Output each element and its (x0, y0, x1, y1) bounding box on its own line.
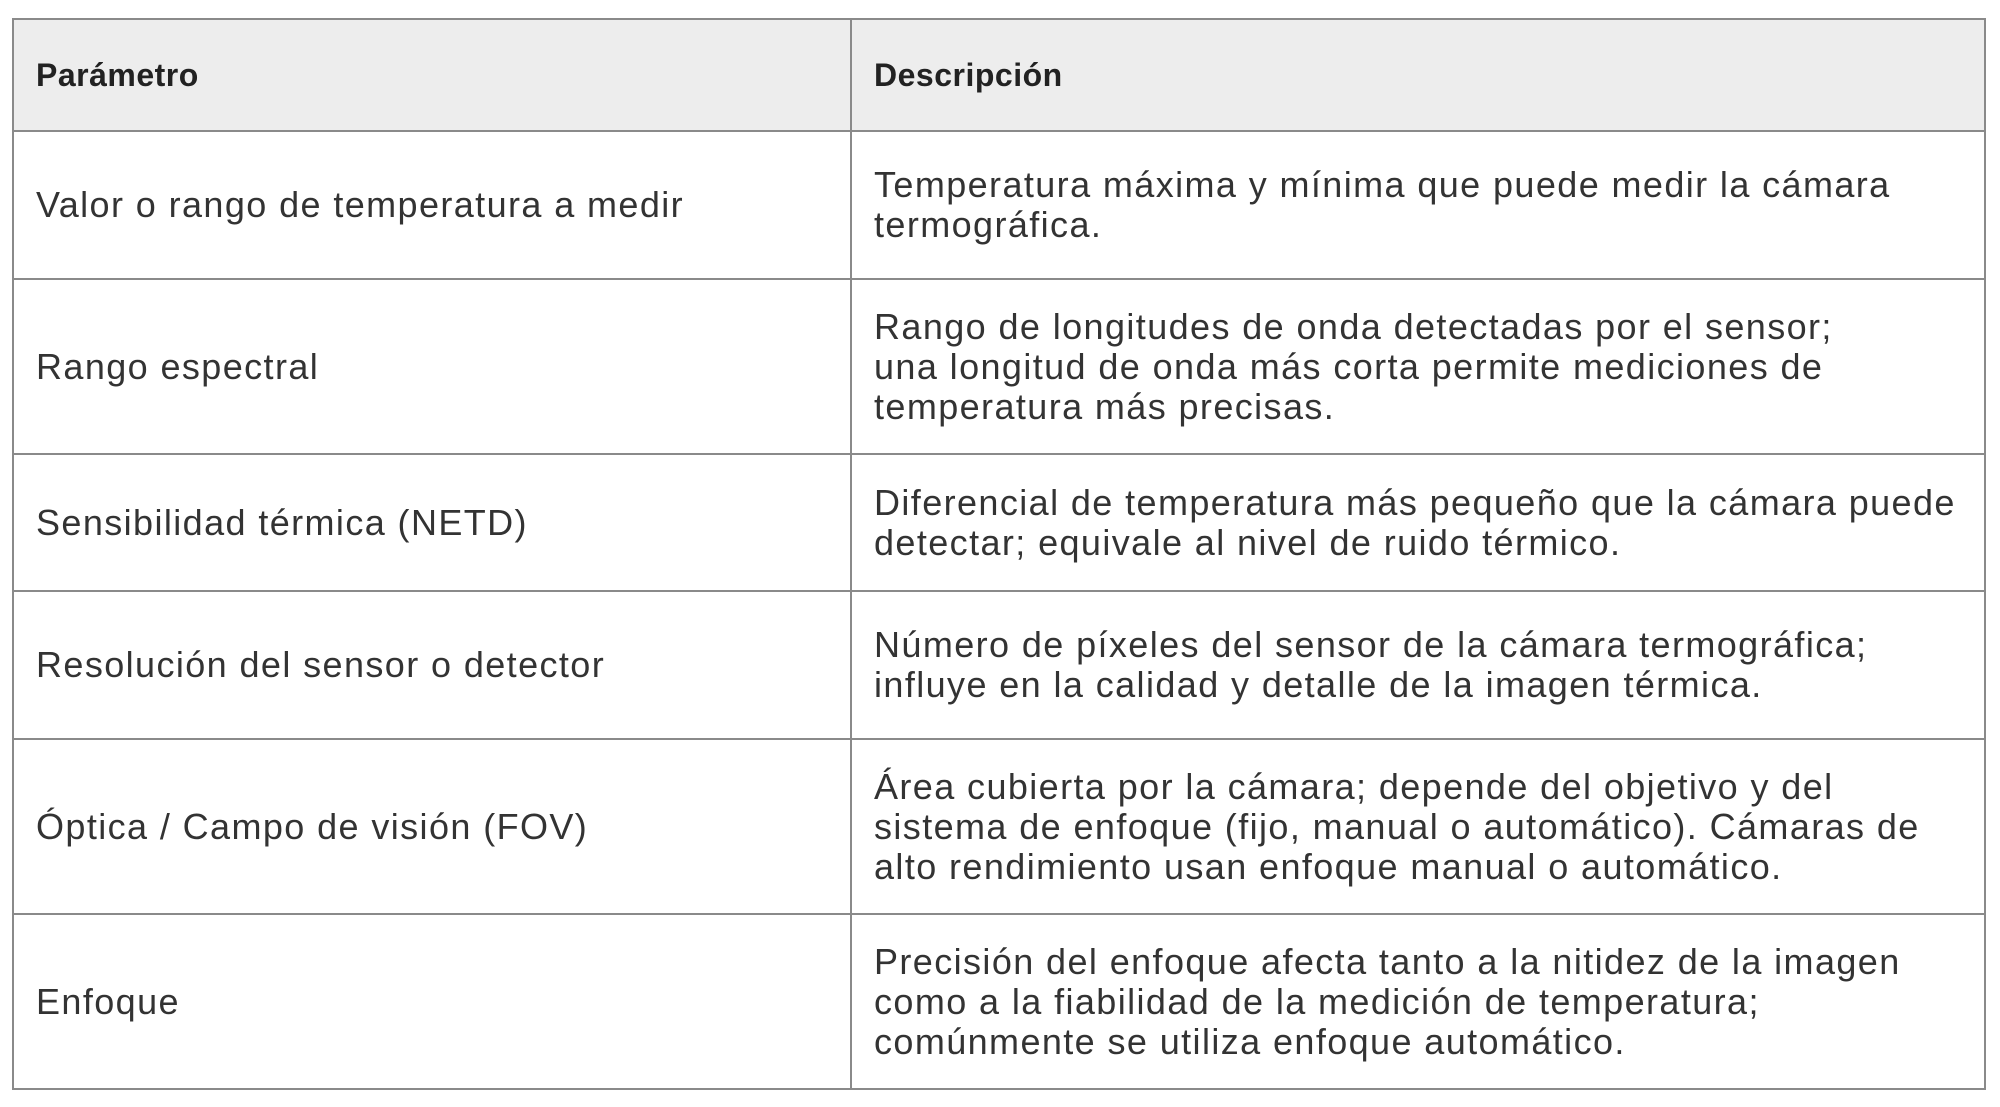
table-row (13, 914, 1985, 1089)
parameter-cell: Valor o rango de temperatura a medir (13, 131, 851, 279)
description-cell (851, 131, 1985, 279)
table-header (13, 19, 1985, 131)
description-line: Precisión del enfoque afecta tanto a la nitidez de la imagen (874, 940, 1901, 982)
description-cell (851, 279, 1985, 454)
header-description: Descripción (851, 19, 1985, 131)
parameter-cell: Sensibilidad térmica (NETD) (13, 454, 851, 591)
table-row (13, 454, 1985, 591)
table-row (13, 131, 1985, 279)
description-line: comúnmente se utiliza enfoque automático. (874, 1020, 1626, 1062)
description-line: Área cubierta por la cámara; depende del objetivo y del (874, 765, 1834, 807)
description-cell (851, 739, 1985, 914)
description-line: Temperatura máxima y mínima que puede medir la cámara (874, 164, 1891, 205)
header-row (13, 19, 1985, 131)
description-line: detectar; equivale al nivel de ruido térmico. (874, 521, 1622, 563)
parameters-table (12, 18, 1986, 1090)
parameter-cell: Rango espectral (13, 279, 851, 454)
description-line: alto rendimiento usan enfoque manual o automático. (874, 845, 1783, 887)
description-line: una longitud de onda más corta permite mediciones de (874, 345, 1824, 387)
table-row (13, 739, 1985, 914)
parameter-cell: Resolución del sensor o detector (13, 591, 851, 739)
description-cell (851, 454, 1985, 591)
description-cell (851, 591, 1985, 739)
parameter-cell: Óptica / Campo de visión (FOV) (13, 739, 851, 914)
description-line: influye en la calidad y detalle de la imagen térmica. (874, 664, 1763, 705)
description-line: como a la fiabilidad de la medición de temperatura; (874, 980, 1760, 1022)
description-line: sistema de enfoque (fijo, manual o automático). Cámaras de (874, 805, 1920, 847)
description-cell (851, 914, 1985, 1089)
description-line: Rango de longitudes de onda detectadas por el sensor; (874, 305, 1833, 347)
description-line: Número de píxeles del sensor de la cámara termográfica; (874, 624, 1868, 665)
header-parameter: Parámetro (13, 19, 851, 131)
table-row (13, 279, 1985, 454)
description-line: Diferencial de temperatura más pequeño que la cámara puede (874, 481, 1956, 523)
table-body (13, 131, 1985, 1089)
table-row (13, 591, 1985, 739)
parameter-cell: Enfoque (13, 914, 851, 1089)
description-line: termográfica. (874, 204, 1103, 245)
description-line: temperatura más precisas. (874, 385, 1336, 427)
